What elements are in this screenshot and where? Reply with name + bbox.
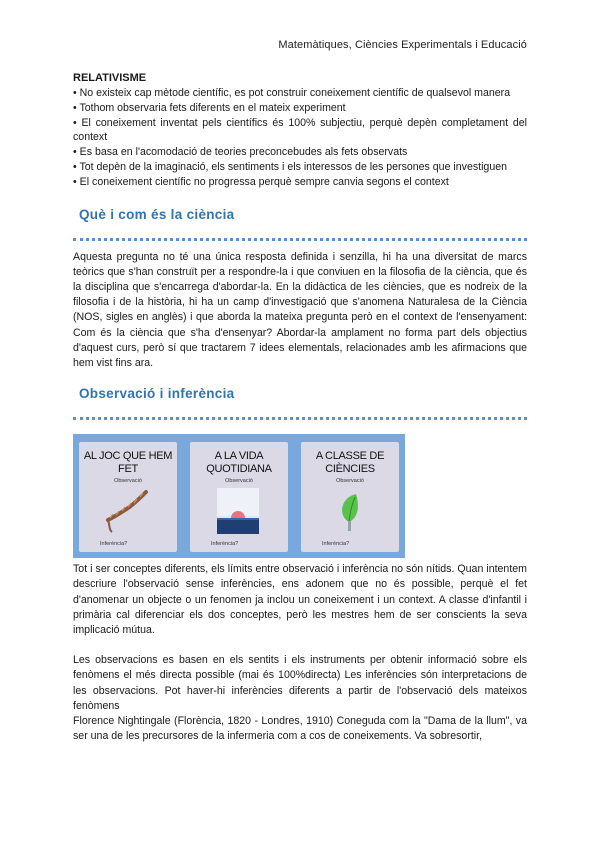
card-game bbox=[79, 442, 177, 552]
document-body bbox=[73, 70, 527, 744]
card-title: A CLASSE DE CIÈNCIES bbox=[315, 450, 385, 476]
list-item: • El coneixement inventat pels científics és 100% subjectiu, perquè depèn completament del context bbox=[73, 116, 527, 146]
list-item: • Es basa en l'acomodació de teories preconcebudes als fets observats bbox=[73, 145, 527, 160]
card-observation-label: Observació bbox=[336, 478, 364, 485]
twisted-rope-image bbox=[106, 488, 148, 534]
card-science-class bbox=[301, 442, 399, 552]
science-paragraph: Aquesta pregunta no té una única resposta definida i senzilla, hi ha una diversitat de marcs teòrics que s'han construït per a respondre-la i que conviuen en la filosofia de la ciència, que és la disciplina que s'encarrega d'abordar-la. En la didàctica de les ciències, que es nodreix de la filosofia i de la història, hi ha un camp d'investigació que s'anomena Naturalesa de la Ciència (NOS, sigles en anglès) i que aborda la mateixa pregunta però en el context de l'ensenyament: Com és la ciència que s'ha d'ensenyar? Abordar-la amplament no forma part dels objectius d'aquest curs, però sí que tractarem 7 idees elementals, relacionades amb les afirmacions que hem vist fins ara. bbox=[73, 250, 527, 369]
observation-paragraph-2: Les observacions es basen en els sentits i els instruments per obtenir informació sobre els fenòmens el més directa possible (mai és 100%directa) Les inferències són interpretacions de les observacions. Pot haver-hi inferències diferents a partir de l'observació dels mateixos fenòmens bbox=[73, 654, 527, 712]
sunset-sea-image bbox=[217, 488, 259, 534]
list-item: • El coneixement científic no progressa perquè sempre canvia segons el context bbox=[73, 175, 527, 190]
card-observation-label: Observació bbox=[225, 478, 253, 485]
card-title: A LA VIDA QUOTIDIANA bbox=[206, 450, 272, 476]
list-item: • No existeix cap mètode científic, es pot construir coneixement científic de qualsevol manera bbox=[73, 86, 527, 101]
section-heading-observation: Observació i inferència bbox=[79, 386, 235, 402]
observation-figure bbox=[73, 434, 405, 558]
observation-paragraph-1: Tot i ser conceptes diferents, els límits entre observació i inferència no són nítids. Quan intentem descriure l'observació sense inferències, ens adonem que no és possible, perquè el fet d'anomenar un objecte o un fenomen ja inclou un coneixement i un context. A classe d'infantil i primària cal diferenciar els dos conceptes, però les mestres hem de ser conscients la seva implicació mútua. bbox=[73, 563, 527, 637]
list-item: • Tot depèn de la imaginació, els sentiments i els interessos de les persones que investiguen bbox=[73, 160, 527, 175]
relativism-title: RELATIVISME bbox=[73, 72, 147, 84]
card-title: AL JOC QUE HEM FET bbox=[83, 450, 173, 476]
section-heading-science: Què i com és la ciència bbox=[79, 206, 235, 222]
card-inference-label: Inferència? bbox=[211, 541, 239, 548]
relativism-list bbox=[73, 86, 527, 190]
nightingale-paragraph: Florence Nightingale (Florència, 1820 - Londres, 1910) Coneguda com la "Dama de la llum", va ser una de les precursores de la infermeria com a cos de coneixements. Va sobresortir, bbox=[73, 715, 527, 743]
list-item: • Tothom observaria fets diferents en el mateix experiment bbox=[73, 101, 527, 116]
page-header: Matemàtiques, Ciències Experimentals i Educació bbox=[278, 39, 527, 51]
card-inference-label: Inferència? bbox=[100, 541, 128, 548]
card-inference-label: Inferència? bbox=[322, 541, 350, 548]
card-daily-life bbox=[190, 442, 288, 552]
card-observation-label: Observació bbox=[114, 478, 142, 485]
green-leaf-image bbox=[328, 488, 370, 534]
